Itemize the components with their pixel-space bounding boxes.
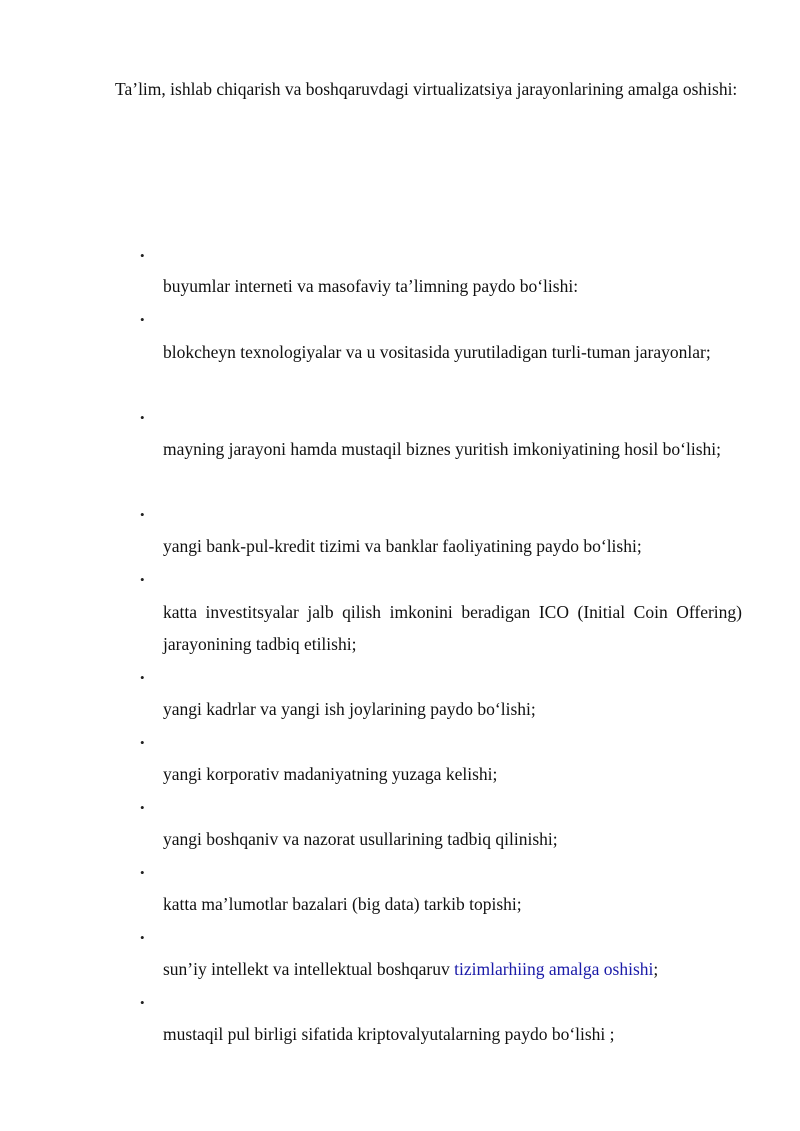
- list-item-text: sun’iy intellekt va intellektual boshqaruv: [163, 959, 455, 979]
- bullet-marker: •: [140, 995, 145, 1010]
- bullet-marker: •: [140, 312, 145, 327]
- bullet-marker: •: [140, 248, 145, 263]
- list-item: blokcheyn texnologiyalar va u vositasida yurutiladigan turli-tuman jarayonlar;: [163, 342, 711, 362]
- list-item: buyumlar interneti va masofaviy ta’limning paydo bo‘lishi:: [163, 276, 579, 296]
- list-item: katta ma’lumotlar bazalari (big data) tarkib topishi;: [163, 894, 522, 914]
- list-item: yangi boshqaniv va nazorat usullarining tadbiq qilinishi;: [163, 829, 558, 849]
- bullet-marker: •: [140, 800, 145, 815]
- hyperlink-text[interactable]: tizimlarhiing amalga oshishi: [454, 959, 654, 979]
- bullet-marker: •: [140, 507, 145, 522]
- list-item: yangi bank-pul-kredit tizimi va banklar faoliyatining paydo bo‘lishi;: [163, 536, 642, 556]
- bullet-marker: •: [140, 572, 145, 587]
- bullet-marker: •: [140, 865, 145, 880]
- bullet-marker: •: [140, 930, 145, 945]
- list-item-text: ;: [653, 959, 659, 979]
- list-item: [163, 953, 742, 985]
- list-item: katta investitsyalar jalb qilish imkonini beradigan ICO (Initial Coin Offering) jarayonining tadbiq etilishi;: [163, 602, 742, 654]
- bullet-marker: •: [140, 410, 145, 425]
- intro-paragraph: Ta’lim, ishlab chiqarish va boshqaruvdagi virtualizatsiya jarayonlarining amalga oshishi:: [115, 79, 738, 99]
- list-item: mustaqil pul birligi sifatida kriptovalyutalarning paydo bo‘lishi ;: [163, 1024, 615, 1044]
- list-item: yangi korporativ madaniyatning yuzaga kelishi;: [163, 764, 498, 784]
- list-item: yangi kadrlar va yangi ish joylarining paydo bo‘lishi;: [163, 699, 536, 719]
- bullet-marker: •: [140, 670, 145, 685]
- list-item: mayning jarayoni hamda mustaqil biznes yuritish imkoniyatining hosil bo‘lishi;: [163, 439, 721, 459]
- bullet-marker: •: [140, 735, 145, 750]
